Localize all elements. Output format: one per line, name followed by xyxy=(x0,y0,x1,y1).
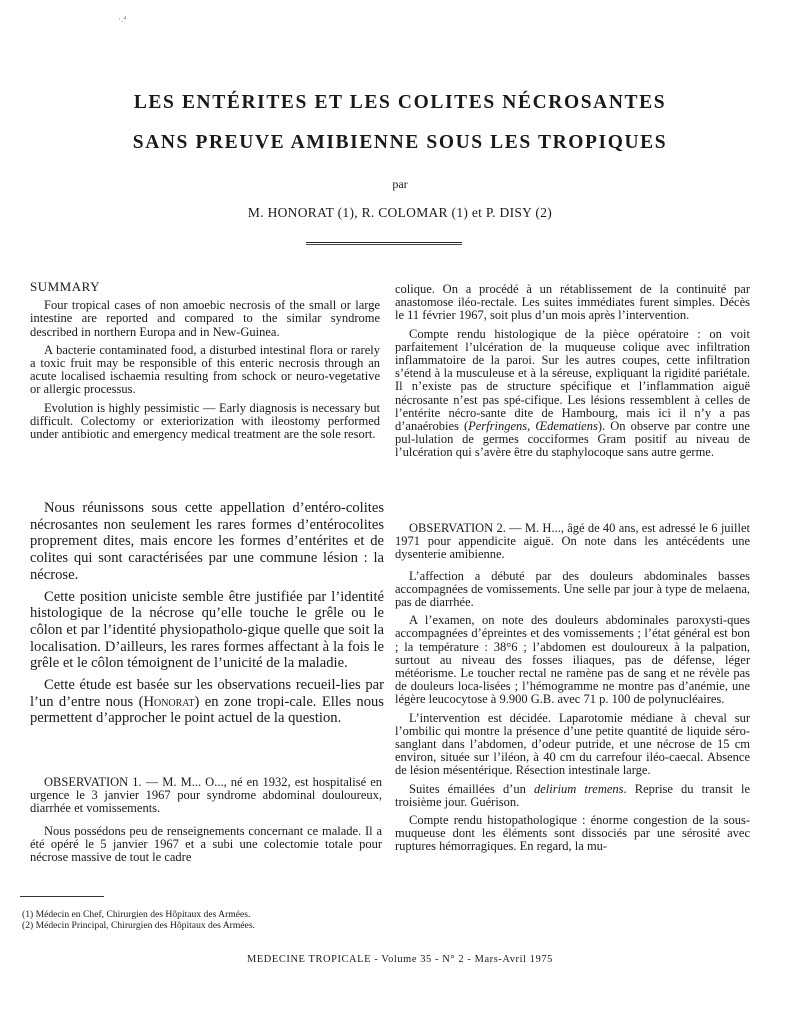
by-line: par xyxy=(392,177,408,191)
footnote-1: (1) Médecin en Chef, Chirurgien des Hôpitaux des Armées. xyxy=(22,909,251,920)
observation-2-paragraph-4: L’intervention est décidée. Laparotomie médiane à cheval sur l’ombilic qui montre la présence d’une petite quantité de liquide séro-sanglant dans l’abdomen, d’odeur putride, et une nécrose de 15 cm environ, située sur l’iléon, à 40 cm du carrefour iléo-caecal. Absence de lésion mésentérique. Résection intestinale large. xyxy=(395,710,750,778)
observation-2-section xyxy=(395,522,750,859)
observation-1-continued xyxy=(395,283,750,465)
obs2-p5-text-b: . Reprise du transit le troisième jour. Guérison. xyxy=(395,781,751,809)
author-name-honorat: Honorat xyxy=(143,693,195,710)
authors: M. HONORAT (1), R. COLOMAR (1) et P. DISY (2) xyxy=(247,205,553,220)
summary-section xyxy=(30,280,380,446)
observation-2-paragraph-3: A l’examen, on note des douleurs abdominales paroxysti-ques accompagnées d’épreintes et des vomissements ; l’état général est bon ; la température : 38°6 ; l’abdomen est douloureux à la palpation, surtout au niveau des fosses iliaques, pas de défense, léger météorisme. Le toucher rectal ne ramène pas de sang et ne révèle pas de douleurs loca-lisées ; l’hémogramme ne montre pas d’anémie, une légère leucocytose à 9.900 G.B. avec 71 p. 100 de polynucléaires. xyxy=(395,613,750,707)
intro-paragraph-1: Nous réunissons sous cette appellation d’entéro-colites nécrosantes non seulement les rares formes d’entérocolites proprement dites, mais encore les formes d’entérites et de colites qui sont caractérisées par une commune lésion : la nécrose. xyxy=(30,500,384,583)
histology-text-a: Compte rendu histologique de la pièce opératoire : on voit parfaitement l’ulcération de la muqueuse colique avec infiltration inflammatoire de la paroi. Sur les autres coupes, cette infiltration s’étend à la musculeuse et à la séreuse, expliquant la rigidité pariétale. Il n’existe pas de structure spécifique et l’inflammation aiguë nécrosante n’est pas spé-cifique. Les lésions ressemblent à celles de l’entérite nécro-sante dite de Hambourg, mais ici il n’y a pas d’anaérobies ( xyxy=(395,326,750,434)
histology-italic-species: Perfringens, Œdematiens xyxy=(468,419,598,434)
summary-paragraph-1: Four tropical cases of non amoebic necrosis of the small or large intestine are reported and compared to the similar syndrome described in northern Europa and in New-Guinea. xyxy=(30,298,380,339)
intro-paragraph-3 xyxy=(30,677,384,727)
summary-paragraph-2: A bacterie contaminated food, a disturbed intestinal flora or rarely a toxic fruit may be responsible of this enteric necrosis through an acute localised ischaemia resulting from schock or neuro-vegetative or allergic processus. xyxy=(30,342,380,397)
title-divider xyxy=(306,242,462,243)
observation-2-paragraph-2: L’affection a débuté par des douleurs abdominales basses accompagnées de vomissements. Une selle par jour à type de melaena, pas de diarrhée. xyxy=(395,568,750,610)
obs2-p5-text-a: Suites émaillées d’un xyxy=(409,781,534,796)
histology-text-b: ). On observe par contre une pul-lulation de germes cocciformes Gram positif au niveau de l’ulcération qui s’avère être du staphylocoque sans autre germe. xyxy=(395,419,750,460)
summary-paragraph-3: Evolution is highly pessimistic — Early diagnosis is necessary but difficult. Colectomy or exteriorization with ileostomy performed under antibiotic and emergency medical treatment are the sole resort. xyxy=(30,400,380,442)
footnote-2: (2) Médecin Principal, Chirurgien des Hôpitaux des Armées. xyxy=(22,920,255,931)
footnotes xyxy=(22,909,422,931)
title-line-2: SANS PREUVE AMIBIENNE SOUS LES TROPIQUES xyxy=(132,132,668,153)
intro-p3-text-b: ) en zone tropi-cale. Elles nous permettent d’approcher le point actuel de la question. xyxy=(30,693,384,727)
observation-1-section xyxy=(30,776,382,869)
intro-p3-text-a: Cette étude est basée sur les observations recueil-lies par l’un d’entre nous ( xyxy=(30,677,384,710)
corner-mark: ·.⁴ xyxy=(118,14,127,24)
observation-1-continued-paragraph: colique. On a procédé à un rétablissement de la continuité par anastomose iléo-rectale. Les suites immédiates furent simples. Décès le 11 février 1967, soit plus d’un mois après l’intervention. xyxy=(395,282,750,323)
observation-2-paragraph-1: OBSERVATION 2. — M. H..., âgé de 40 ans, est adressé le 6 juillet 1971 pour appendicite aiguë. On note dans les antécédents une dysenterie amibienne. xyxy=(395,521,750,562)
intro-paragraph-2: Cette position uniciste semble être justifiée par l’identité histologique de la nécrose qu’elle touche le grêle ou le côlon et par l’identité physiopatholo-gique quelle que soit la localisation. D’ailleurs, les rares formes affectant à la fois le grêle et le côlon témoignent de l’unicité de la maladie. xyxy=(30,588,384,672)
introduction-section xyxy=(30,500,384,732)
title-line-1: LES ENTÉRITES ET LES COLITES NÉCROSANTES xyxy=(133,92,667,113)
observation-1-paragraph-1: OBSERVATION 1. — M. M... O..., né en 1932, est hospitalisé en urgence le 3 janvier 1967 pour syndrome abdominal douloureux, diarrhée et vomissements. xyxy=(30,775,382,816)
footnote-divider xyxy=(20,896,104,897)
histology-report-paragraph xyxy=(395,328,750,460)
journal-footer: MEDECINE TROPICALE - Volume 35 - N° 2 - Mars-Avril 1975 xyxy=(247,954,553,965)
obs2-p5-italic: delirium tremens xyxy=(533,781,624,796)
observation-2-paragraph-6: Compte rendu histopathologique : énorme congestion de la sous-muqueuse dont les éléments sont dissociés par une sérosité avec ruptures hémorragiques. En regard, la mu- xyxy=(395,813,750,854)
summary-heading: SUMMARY xyxy=(30,279,100,294)
observation-2-paragraph-5 xyxy=(395,783,750,809)
observation-1-paragraph-2: Nous possédons peu de renseignements concernant ce malade. Il a été opéré le 5 janvier 1967 et a subi une colectomie totale pour nécrose massive de tout le cadre xyxy=(30,823,382,865)
